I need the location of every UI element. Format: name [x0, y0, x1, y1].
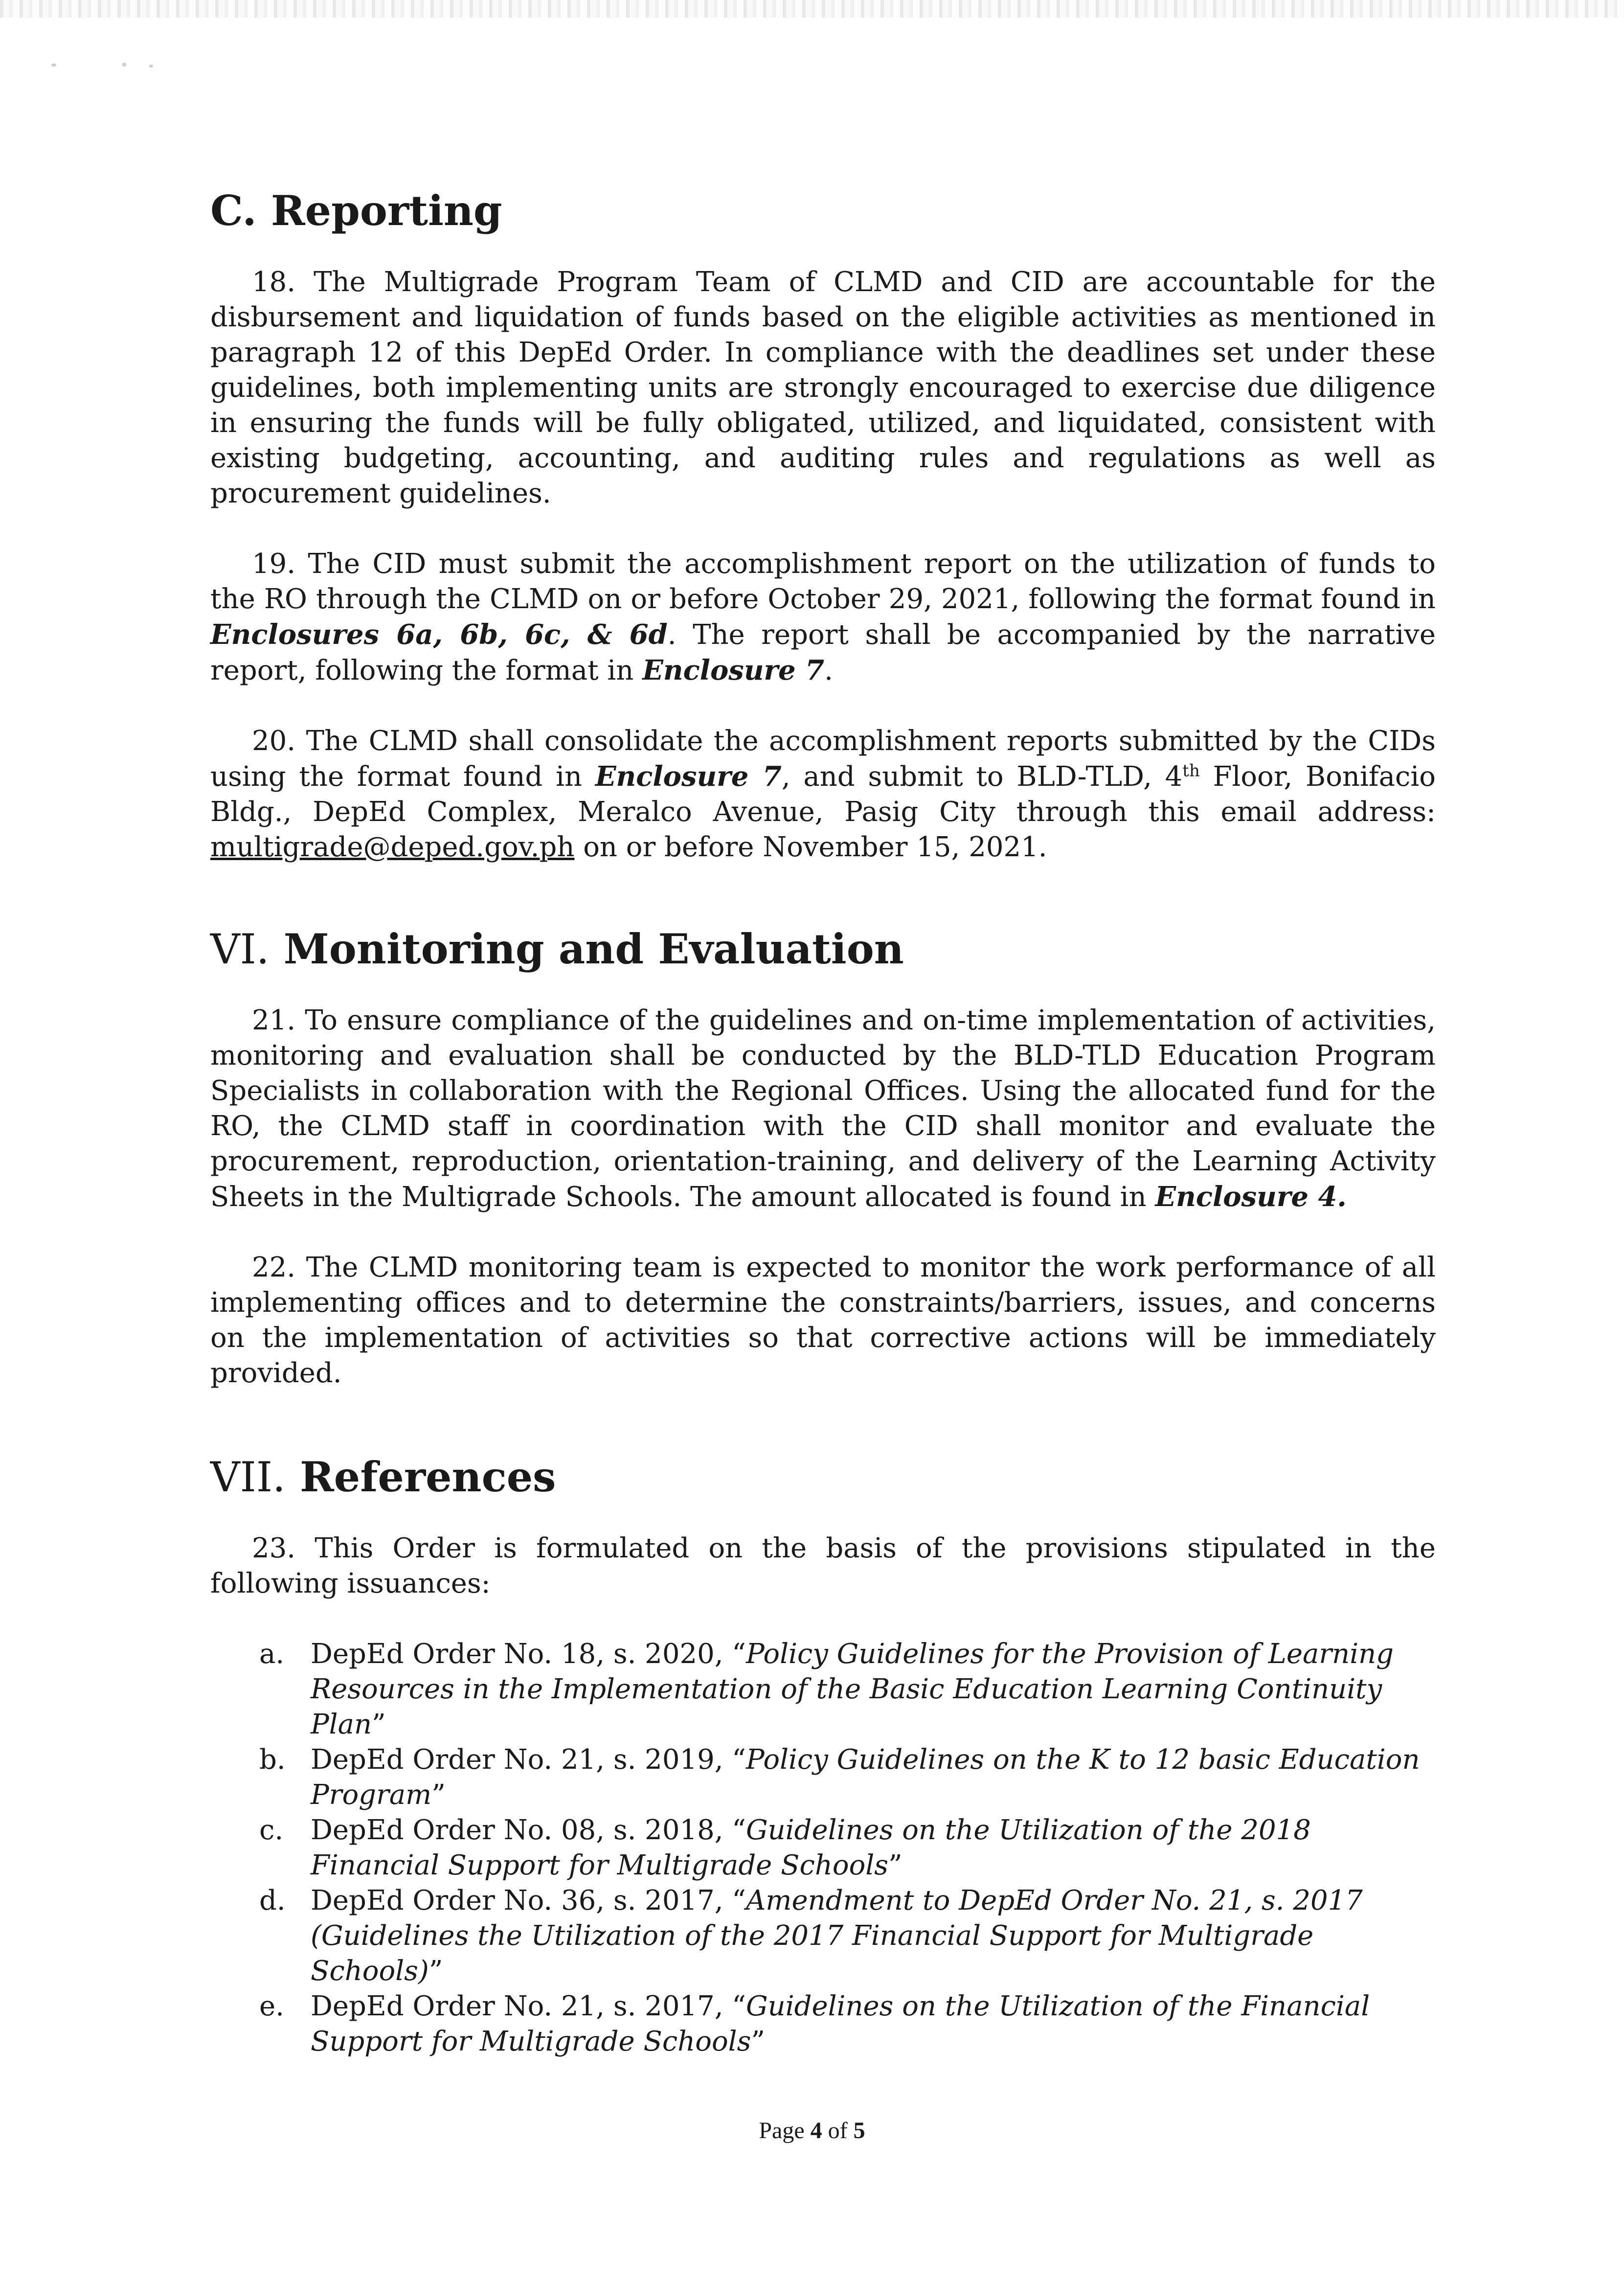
section-heading-reporting: C. Reporting: [210, 186, 502, 235]
paragraph-21: 21. To ensure compliance of the guidelines and on-time implementation of activities, monitoring and evaluation shall be conducted by the BLD-TLD Education Program Specialists in collaboration with the Regional Offices. Using the allocated fund for the RO, the CLMD staff in coordination with the CID shall monitor and evaluate the procurement, reproduction, orientation-training, and delivery of the Learning Activity Sheets in the Multigrade Schools. The amount allocated is found in Enclosure 4.: [210, 1004, 1436, 1213]
reference-title: Guidelines on the Utilization of the 2018 Financial Support for Multigrade Schools: [311, 1814, 1311, 1881]
document-body: [210, 186, 1436, 2059]
reference-letter: d.: [259, 1885, 286, 1916]
paragraph-19: 19. The CID must submit the accomplishment report on the utilization of funds to the RO through the CLMD on or before October 29, 2021, following the format found in Enclosures 6a, 6b, 6c, & 6d. The report shall be accompanied by the narrative report, following the format in Enclosure 7.: [210, 548, 1436, 686]
section-heading-references: VII. References: [210, 1453, 556, 1501]
reference-letter: c.: [259, 1814, 284, 1846]
section-heading-monitoring: VI. Monitoring and Evaluation: [210, 925, 904, 973]
reference-title: Amendment to DepEd Order No. 21, s. 2017 (Guidelines the Utilization of the 2017 Financial Support for Multigrade Schools): [311, 1885, 1363, 1987]
references-list: [210, 1637, 1436, 2059]
reference-item: d. DepEd Order No. 36, s. 2017, “Amendment to DepEd Order No. 21, s. 2017 (Guidelines the Utilization of the 2017 Financial Support for Multigrade Schools)”: [259, 1883, 1436, 1989]
reference-title: Policy Guidelines on the K to 12 basic Education Program: [311, 1744, 1420, 1811]
paragraph-18: 18. The Multigrade Program Team of CLMD and CID are accountable for the disbursement and liquidation of funds based on the eligible activities as mentioned in paragraph 12 of this DepEd Order. In compliance with the deadlines set under these guidelines, both implementing units are strongly encouraged to exercise due diligence in ensuring the funds will be fully obligated, utilized, and liquidated, consistent with existing budgeting, accounting, and auditing rules and regulations as well as procurement guidelines.: [210, 266, 1436, 509]
paragraph-23: 23. This Order is formulated on the basis of the provisions stipulated in the following issuances:: [210, 1532, 1436, 1599]
reference-title: Policy Guidelines for the Provision of Learning Resources in the Implementation of the Basic Education Learning Continuity Plan: [311, 1638, 1394, 1740]
page-footer: Page 4 of 5: [759, 2118, 865, 2144]
reference-item: e. DepEd Order No. 21, s. 2017, “Guidelines on the Utilization of the Financial Support for Multigrade Schools”: [259, 1989, 1436, 2059]
enclosure-ref: Enclosure 7: [595, 760, 782, 793]
total-page-count: 5: [853, 2118, 865, 2144]
paragraph-20: 20. The CLMD shall consolidate the accomplishment reports submitted by the CIDs using the format found in Enclosure 7, and submit to BLD-TLD, 4th Floor, Bonifacio Bldg., DepEd Complex, Meralco Avenue, Pasig City through this email address: multigrade@deped.gov.ph on or before November 15, 2021.: [210, 725, 1436, 863]
reference-letter: b.: [259, 1744, 286, 1776]
current-page-number: 4: [810, 2118, 822, 2144]
enclosure-ref: Enclosures 6a, 6b, 6c, & 6d: [210, 618, 668, 651]
reference-item: a. DepEd Order No. 18, s. 2020, “Policy Guidelines for the Provision of Learning Resources in the Implementation of the Basic Education Learning Continuity Plan”: [259, 1637, 1436, 1742]
enclosure-ref: Enclosure 4.: [1155, 1181, 1347, 1213]
scan-speck: [149, 65, 153, 68]
reference-letter: e.: [259, 1990, 284, 2022]
paragraph-22: 22. The CLMD monitoring team is expected to monitor the work performance of all implementing offices and to determine the constraints/barriers, issues, and concerns on the implementation of activities so that corrective actions will be immediately provided.: [210, 1252, 1436, 1389]
email-link[interactable]: multigrade@deped.gov.ph: [210, 831, 575, 863]
scan-speck: [122, 63, 126, 67]
enclosure-ref: Enclosure 7: [642, 654, 825, 686]
ordinal-suffix: th: [1182, 761, 1200, 781]
reference-title: Guidelines on the Utilization of the Financial Support for Multigrade Schools: [311, 1990, 1370, 2057]
scan-edge-artifact: [0, 0, 1624, 18]
reference-item: c. DepEd Order No. 08, s. 2018, “Guidelines on the Utilization of the 2018 Financial Support for Multigrade Schools”: [259, 1813, 1436, 1883]
scan-speck: [51, 64, 56, 67]
reference-item: b. DepEd Order No. 21, s. 2019, “Policy Guidelines on the K to 12 basic Education Program”: [259, 1742, 1436, 1813]
reference-letter: a.: [259, 1638, 285, 1670]
